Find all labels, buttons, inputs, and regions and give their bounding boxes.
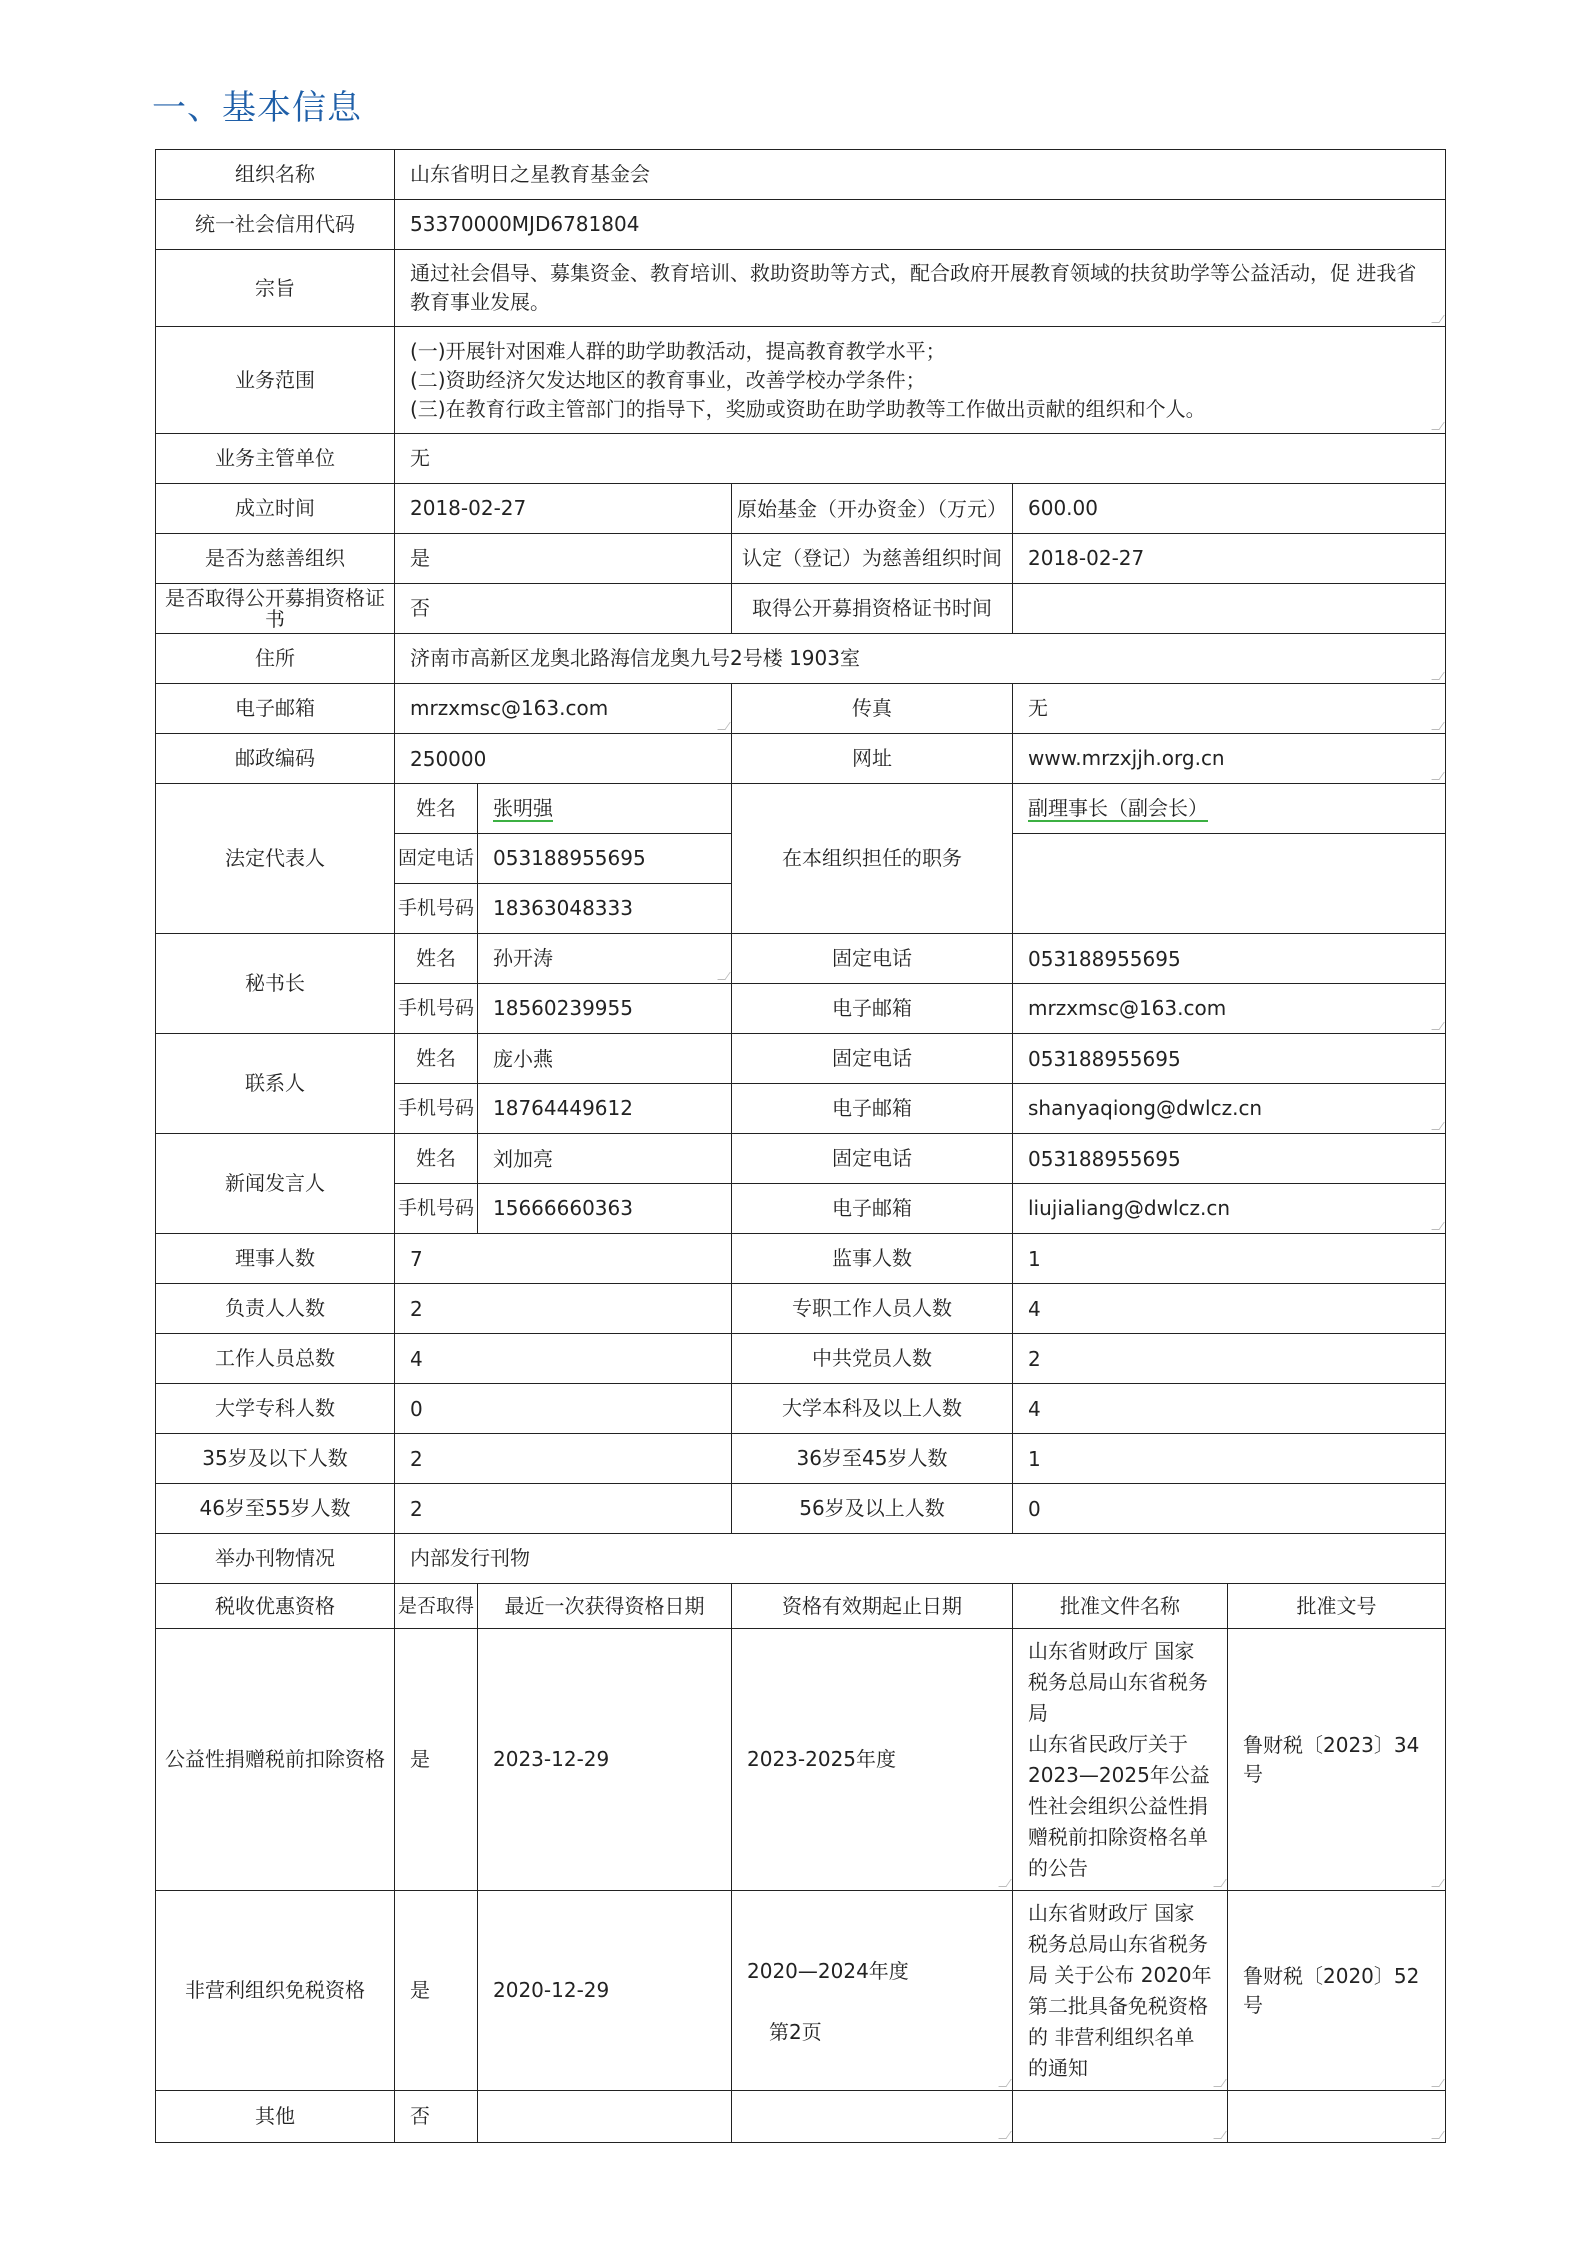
value-scope [395, 327, 1446, 434]
label-secretary-mobile: 手机号码 [395, 984, 478, 1034]
label-charity-time: 认定（登记）为慈善组织时间 [732, 534, 1013, 584]
value-tax-exempt-period: 2020—2024年度 [747, 1958, 909, 1983]
label-secretary: 秘书长 [156, 934, 395, 1034]
row-org-name [156, 150, 1446, 200]
value-full-time: 4 [1013, 1284, 1446, 1334]
value-tax-exempt-doc-name: 山东省财政厅 国家税务总局山东省税务局 关于公布 2020年第二批具备免税资格的 非营利组织名单的通知 [1013, 1891, 1228, 2091]
value-established: 2018-02-27 [395, 484, 732, 534]
value-tax-deduction-obtained: 是 [395, 1629, 478, 1891]
value-responsible: 2 [395, 1284, 732, 1334]
label-legal-rep-name: 姓名 [395, 784, 478, 834]
label-legal-rep-fixed-phone: 固定电话 [395, 834, 478, 884]
value-tax-exempt-doc-no: 鲁财税〔2020〕52号 [1228, 1891, 1446, 2091]
row-age-old [156, 1484, 1446, 1534]
row-public-cert [156, 584, 1446, 634]
row-address [156, 634, 1446, 684]
label-org-name: 组织名称 [156, 150, 395, 200]
tax-header-doc-name: 批准文件名称 [1013, 1584, 1228, 1629]
value-tax-deduction-doc-name: 山东省财政厅 国家税务总局山东省税务局 山东省民政厅关于2023—2025年公益性社会组织公益性捐赠税前扣除资格名单的公告 [1013, 1629, 1228, 1891]
value-address: 济南市高新区龙奥北路海信龙奥九号2号楼 1903室 [395, 634, 1446, 684]
label-college: 大学专科人数 [156, 1384, 395, 1434]
row-secretary-name [156, 934, 1446, 984]
row-credit-code [156, 200, 1446, 250]
label-publication: 举办刊物情况 [156, 1534, 395, 1584]
value-charity-time: 2018-02-27 [1013, 534, 1446, 584]
label-age46-55: 46岁至55岁人数 [156, 1484, 395, 1534]
value-website: www.mrzxjjh.org.cn [1013, 734, 1446, 784]
value-directors: 7 [395, 1234, 732, 1284]
legal-rep-name-text: 张明强 [493, 796, 553, 820]
value-tax-exempt-obtained: 是 [395, 1891, 478, 2091]
value-other-period [732, 2091, 1013, 2143]
row-charity [156, 534, 1446, 584]
row-tax-exempt [156, 1891, 1446, 2091]
label-supervisors: 监事人数 [732, 1234, 1013, 1284]
row-contact-name [156, 1034, 1446, 1084]
label-tax-deduction: 公益性捐赠税前扣除资格 [156, 1629, 395, 1891]
label-contact-name: 姓名 [395, 1034, 478, 1084]
value-contact-name: 庞小燕 [478, 1034, 732, 1084]
value-tax-deduction-period: 2023-2025年度 [732, 1629, 1013, 1891]
label-age36-45: 36岁至45岁人数 [732, 1434, 1013, 1484]
value-other-doc-no [1228, 2091, 1446, 2143]
label-bachelor: 大学本科及以上人数 [732, 1384, 1013, 1434]
row-established [156, 484, 1446, 534]
value-other-date [478, 2091, 732, 2143]
value-spokesman-mobile: 15666660363 [478, 1184, 732, 1234]
value-spokesman-name: 刘加亮 [478, 1134, 732, 1184]
label-contact-fixed-phone: 固定电话 [732, 1034, 1013, 1084]
label-secretary-email: 电子邮箱 [732, 984, 1013, 1034]
value-age35: 2 [395, 1434, 732, 1484]
label-legal-rep: 法定代表人 [156, 784, 395, 934]
value-party-members: 2 [1013, 1334, 1446, 1384]
value-org-name: 山东省明日之星教育基金会 [395, 150, 1446, 200]
row-spokesman-name [156, 1134, 1446, 1184]
value-credit-code: 53370000MJD6781804 [395, 200, 1446, 250]
row-tax-deduction [156, 1629, 1446, 1891]
label-tax-exempt: 非营利组织免税资格 [156, 1891, 395, 2091]
label-email: 电子邮箱 [156, 684, 395, 734]
label-public-cert: 是否取得公开募捐资格证书 [156, 584, 395, 634]
label-directors: 理事人数 [156, 1234, 395, 1284]
label-supervisor: 业务主管单位 [156, 434, 395, 484]
value-age46-55: 2 [395, 1484, 732, 1534]
value-bachelor: 4 [1013, 1384, 1446, 1434]
value-public-cert: 否 [395, 584, 732, 634]
label-is-charity: 是否为慈善组织 [156, 534, 395, 584]
label-other: 其他 [156, 2091, 395, 2143]
value-public-cert-time [1013, 584, 1446, 634]
row-staff [156, 1334, 1446, 1384]
value-legal-rep-mobile: 18363048333 [478, 884, 732, 934]
basic-info-table [155, 149, 1446, 2143]
section-title: 一、基本信息 [152, 88, 362, 128]
label-spokesman-name: 姓名 [395, 1134, 478, 1184]
value-legal-rep-position [1013, 784, 1446, 834]
label-established: 成立时间 [156, 484, 395, 534]
value-secretary-mobile: 18560239955 [478, 984, 732, 1034]
label-spokesman-mobile: 手机号码 [395, 1184, 478, 1234]
label-total-staff: 工作人员总数 [156, 1334, 395, 1384]
label-website: 网址 [732, 734, 1013, 784]
value-purpose: 通过社会倡导、募集资金、教育培训、救助资助等方式，配合政府开展教育领域的扶贫助学等公益活动，促 进我省教育事业发展。 [395, 250, 1446, 327]
row-other [156, 2091, 1446, 2143]
value-is-charity: 是 [395, 534, 732, 584]
tax-header-period: 资格有效期起止日期 [732, 1584, 1013, 1629]
row-responsible [156, 1284, 1446, 1334]
value-contact-fixed-phone: 053188955695 [1013, 1034, 1446, 1084]
value-age36-45: 1 [1013, 1434, 1446, 1484]
row-publication [156, 1534, 1446, 1584]
label-contact-mobile: 手机号码 [395, 1084, 478, 1134]
tax-header-obtained: 是否取得 [395, 1584, 478, 1629]
label-age56: 56岁及以上人数 [732, 1484, 1013, 1534]
value-secretary-email: mrzxmsc@163.com [1013, 984, 1446, 1034]
label-contact-email: 电子邮箱 [732, 1084, 1013, 1134]
scope-line: (三)在教育行政主管部门的指导下，奖励或资助在助学助教等工作做出贡献的组织和个人。 [410, 396, 1206, 421]
value-tax-deduction-doc-no: 鲁财税〔2023〕34号 [1228, 1629, 1446, 1891]
value-spokesman-email: liujialiang@dwlcz.cn [1013, 1184, 1446, 1234]
row-supervisor [156, 434, 1446, 484]
value-legal-rep-name [478, 784, 732, 834]
row-directors [156, 1234, 1446, 1284]
label-position: 在本组织担任的职务 [732, 784, 1013, 934]
value-spokesman-fixed-phone: 053188955695 [1013, 1134, 1446, 1184]
value-fax: 无 [1013, 684, 1446, 734]
label-address: 住所 [156, 634, 395, 684]
row-legal-rep-name [156, 784, 1446, 834]
value-college: 0 [395, 1384, 732, 1434]
value-publication: 内部发行刊物 [395, 1534, 1446, 1584]
value-age56: 0 [1013, 1484, 1446, 1534]
label-secretary-fixed-phone: 固定电话 [732, 934, 1013, 984]
label-spokesman-email: 电子邮箱 [732, 1184, 1013, 1234]
value-secretary-name: 孙开涛 [478, 934, 732, 984]
value-total-staff: 4 [395, 1334, 732, 1384]
value-legal-rep-position-blank [1013, 834, 1446, 934]
label-spokesman-fixed-phone: 固定电话 [732, 1134, 1013, 1184]
label-legal-rep-mobile: 手机号码 [395, 884, 478, 934]
row-postcode-website [156, 734, 1446, 784]
value-contact-email: shanyaqiong@dwlcz.cn [1013, 1084, 1446, 1134]
value-tax-exempt-period-cell [732, 1891, 1013, 2091]
value-contact-mobile: 18764449612 [478, 1084, 732, 1134]
row-age-young [156, 1434, 1446, 1484]
row-scope [156, 327, 1446, 434]
value-email: mrzxmsc@163.com [395, 684, 732, 734]
value-postcode: 250000 [395, 734, 732, 784]
value-supervisor: 无 [395, 434, 1446, 484]
value-tax-deduction-date: 2023-12-29 [478, 1629, 732, 1891]
label-scope: 业务范围 [156, 327, 395, 434]
tax-header-row [156, 1584, 1446, 1629]
scope-line: (二)资助经济欠发达地区的教育事业，改善学校办学条件； [410, 367, 926, 392]
label-secretary-name: 姓名 [395, 934, 478, 984]
row-education [156, 1384, 1446, 1434]
value-other-obtained: 否 [395, 2091, 478, 2143]
legal-rep-position-text: 副理事长（副会长） [1028, 796, 1208, 820]
tax-header-doc-no: 批准文号 [1228, 1584, 1446, 1629]
label-contact: 联系人 [156, 1034, 395, 1134]
label-public-cert-time: 取得公开募捐资格证书时间 [732, 584, 1013, 634]
value-legal-rep-fixed-phone: 053188955695 [478, 834, 732, 884]
label-credit-code: 统一社会信用代码 [156, 200, 395, 250]
label-original-fund: 原始基金（开办资金）（万元） [732, 484, 1013, 534]
label-fax: 传真 [732, 684, 1013, 734]
label-responsible: 负责人人数 [156, 1284, 395, 1334]
scope-line: (一)开展针对困难人群的助学助教活动，提高教育教学水平； [410, 338, 946, 363]
tax-header-date: 最近一次获得资格日期 [478, 1584, 732, 1629]
value-tax-exempt-date: 2020-12-29 [478, 1891, 732, 2091]
label-postcode: 邮政编码 [156, 734, 395, 784]
page-number: 第2页 [769, 2019, 822, 2044]
label-age35: 35岁及以下人数 [156, 1434, 395, 1484]
value-other-doc-name [1013, 2091, 1228, 2143]
value-original-fund: 600.00 [1013, 484, 1446, 534]
row-purpose [156, 250, 1446, 327]
label-spokesman: 新闻发言人 [156, 1134, 395, 1234]
label-party-members: 中共党员人数 [732, 1334, 1013, 1384]
label-purpose: 宗旨 [156, 250, 395, 327]
value-supervisors: 1 [1013, 1234, 1446, 1284]
value-secretary-fixed-phone: 053188955695 [1013, 934, 1446, 984]
label-full-time: 专职工作人员人数 [732, 1284, 1013, 1334]
tax-header: 税收优惠资格 [156, 1584, 395, 1629]
row-email-fax [156, 684, 1446, 734]
